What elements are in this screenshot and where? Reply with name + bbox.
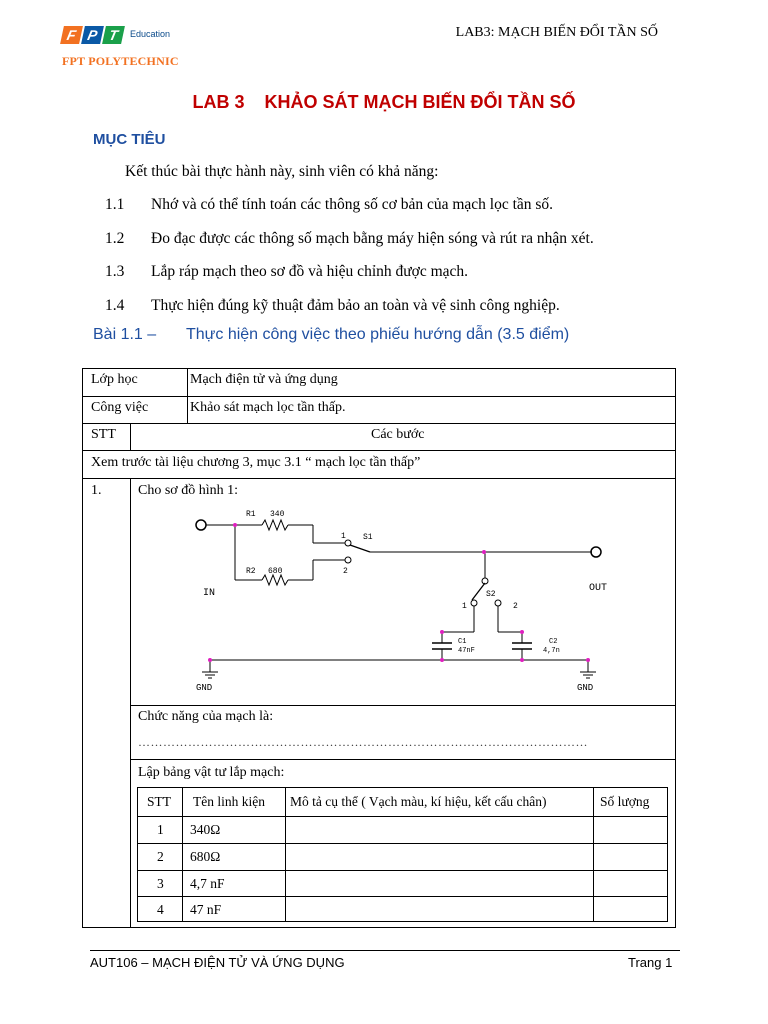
low-pass-filter-circuit [180, 500, 620, 700]
materials-row-stt: 1 [157, 822, 164, 837]
logo-letter-t: T [102, 26, 125, 44]
materials-header-name: Tên linh kiện [193, 794, 265, 809]
steps-header: Các bước [371, 427, 425, 442]
switch-s1 [350, 545, 370, 552]
exercise-label: Bài 1.1 – [93, 326, 157, 343]
lab-number: LAB 3 [192, 92, 245, 112]
s1-pos2: 2 [343, 567, 348, 576]
objective-num: 1.2 [105, 230, 125, 247]
logo-letter-f: F [60, 26, 83, 44]
objective-text: Nhớ và có thể tính toán các thông số cơ bản của mạch lọc tần số. [151, 196, 554, 213]
materials-row-stt: 2 [157, 849, 164, 864]
s2-label: S2 [486, 590, 496, 599]
objective-num: 1.3 [105, 263, 125, 280]
exercise-heading [93, 326, 569, 344]
materials-row-name: 340Ω [190, 822, 221, 837]
class-value: Mạch điện tử và ứng dụng [190, 372, 338, 387]
logo-education: Education [130, 29, 171, 39]
in-label: IN [203, 588, 216, 599]
out-label: OUT [589, 583, 608, 594]
task-value: Khảo sát mạch lọc tần thấp. [190, 400, 346, 415]
c1-value: 47nF [458, 647, 475, 655]
objective-text: Thực hiện đúng kỹ thuật đảm bảo an toàn và vệ sinh công nghiệp. [151, 297, 560, 314]
c2-value: 4,7n [543, 647, 560, 655]
class-label: Lớp học [91, 372, 138, 387]
objectives-heading: MỤC TIÊU [93, 131, 166, 148]
objective-num: 1.1 [105, 196, 125, 213]
lab-title: KHẢO SÁT MẠCH BIẾN ĐỔI TẦN SỐ [264, 92, 576, 112]
resistor-r2 [262, 575, 288, 585]
r1-value: 340 [270, 510, 285, 519]
step-text: Cho sơ đồ hình 1: [138, 483, 238, 498]
r2-value: 680 [268, 567, 283, 576]
c1-label: C1 [458, 638, 467, 646]
objectives-intro: Kết thúc bài thực hành này, sinh viên có khả năng: [125, 163, 439, 180]
s1-label: S1 [363, 533, 373, 542]
logo-org-name: FPT POLYTECHNIC [62, 54, 179, 68]
materials-table [137, 787, 668, 922]
stt-header: STT [91, 427, 116, 442]
objective-text: Đo đạc được các thông số mạch bằng máy hiện sóng và rút ra nhận xét. [151, 230, 594, 247]
materials-row-name: 47 nF [190, 902, 222, 917]
objective-item [105, 230, 594, 248]
fpt-logo [62, 24, 202, 70]
r1-label: R1 [246, 510, 256, 519]
materials-row-name: 680Ω [190, 849, 221, 864]
output-terminal [591, 547, 601, 557]
switch-s2 [472, 583, 485, 600]
s2-pos2: 2 [513, 602, 518, 611]
materials-row-stt: 4 [157, 902, 164, 917]
materials-header-stt: STT [147, 794, 172, 809]
s2-pos1: 1 [462, 602, 467, 611]
page-title [0, 92, 768, 113]
footer-page-number: Trang 1 [628, 955, 673, 970]
s1-pos1: 1 [341, 532, 346, 541]
exercise-text: Thực hiện công việc theo phiếu hướng dẫn (3.5 điểm) [186, 326, 570, 343]
objective-item [105, 263, 468, 281]
materials-row-stt: 3 [157, 876, 164, 891]
objective-item [105, 297, 560, 315]
c2-label: C2 [549, 638, 558, 646]
footer-divider [90, 950, 680, 951]
footer-course: AUT106 – MẠCH ĐIỆN TỬ VÀ ỨNG DỤNG [90, 955, 345, 970]
materials-header-qty: Số lượng [600, 794, 650, 809]
gnd-left-label: GND [196, 683, 213, 693]
objective-item [105, 196, 553, 214]
materials-header-desc: Mô tả cụ thể ( Vạch màu, kí hiệu, kết cấu chân) [290, 794, 547, 809]
input-terminal [196, 520, 206, 530]
materials-row-name: 4,7 nF [190, 876, 225, 891]
function-label: Chức năng của mạch là: [138, 709, 274, 724]
step-number: 1. [91, 483, 102, 498]
objective-num: 1.4 [105, 297, 125, 314]
task-label: Công việc [91, 400, 149, 415]
materials-label: Lập bảng vật tư lắp mạch: [138, 765, 285, 780]
r2-label: R2 [246, 567, 256, 576]
answer-dots: ……………………………………………………………………………………………… [138, 735, 588, 749]
preview-instruction: Xem trước tài liệu chương 3, mục 3.1 “ mạch lọc tần thấp” [91, 455, 421, 470]
switch-s1-contact2 [345, 557, 351, 563]
objective-text: Lắp ráp mạch theo sơ đồ và hiệu chỉnh được mạch. [151, 263, 469, 280]
logo-letter-p: P [81, 26, 104, 44]
resistor-r1 [262, 520, 288, 530]
doc-header-label: LAB3: MẠCH BIẾN ĐỔI TẦN SỐ [455, 25, 658, 40]
gnd-right-label: GND [577, 683, 594, 693]
